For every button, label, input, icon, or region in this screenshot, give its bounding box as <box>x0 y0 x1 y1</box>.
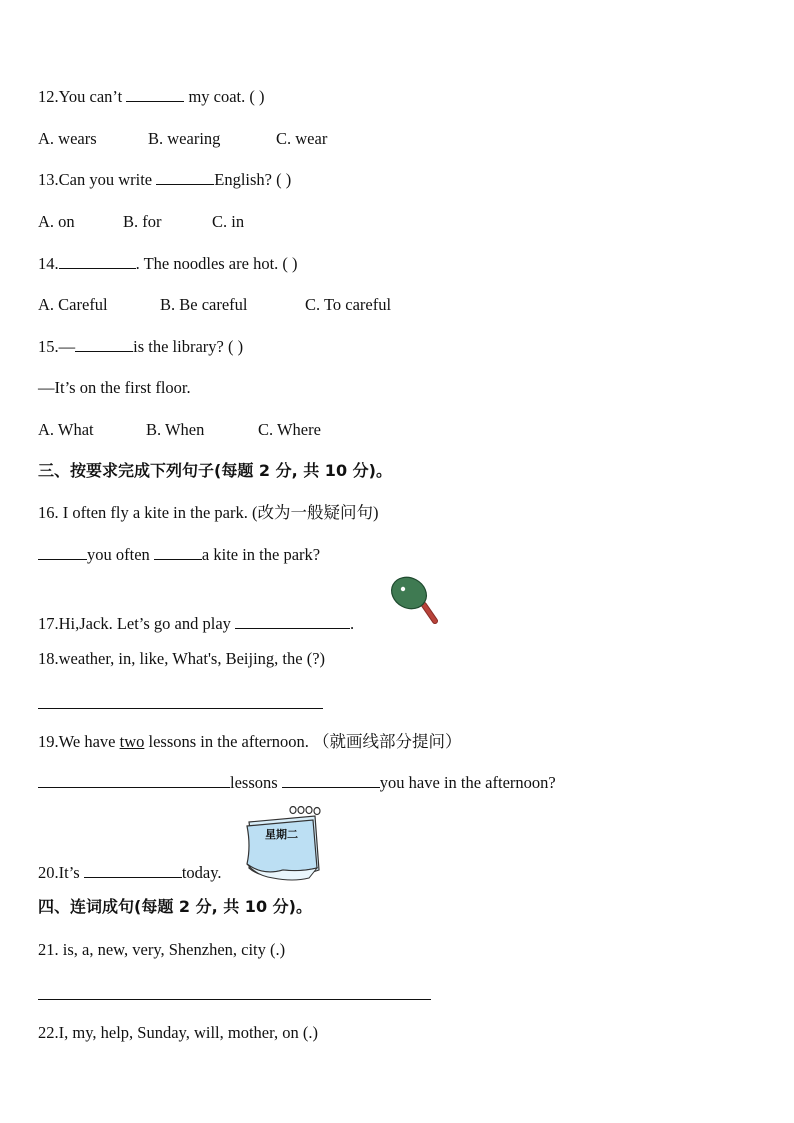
option-c: C. in <box>212 212 245 231</box>
options-15 <box>38 420 321 440</box>
calendar-icon <box>243 806 323 882</box>
answer-blank[interactable] <box>126 87 184 102</box>
underlined-word: two <box>119 732 145 751</box>
calendar-label: 星期二 <box>265 828 298 841</box>
answer-blank[interactable] <box>156 170 214 185</box>
answer-blank[interactable] <box>282 773 380 788</box>
question-16: 16. I often fly a kite in the park. (改为一般疑问句) <box>38 503 379 522</box>
answer-blank[interactable] <box>38 545 87 560</box>
answer-line-21[interactable] <box>38 999 431 1000</box>
question-22: 22.I, my, help, Sunday, will, mother, on (.) <box>38 1023 318 1042</box>
question-15: 15.— is the library? ( ) <box>38 337 244 356</box>
option-b: B. Be careful <box>160 295 248 314</box>
question-14: 14. . The noodles are hot. ( ) <box>38 254 298 273</box>
question-12: 12.You can’t my coat. ( ) <box>38 87 265 106</box>
option-a: A. Careful <box>38 295 108 314</box>
answer-blank[interactable] <box>154 545 202 560</box>
option-c: C. To careful <box>305 295 392 314</box>
option-c: C. Where <box>258 420 321 439</box>
options-14 <box>38 295 391 315</box>
answer-blank[interactable] <box>75 337 133 352</box>
calendar-page-graphic <box>243 806 323 882</box>
question-13: 13.Can you write English? ( ) <box>38 170 292 189</box>
question-17: 17.Hi,Jack. Let’s go and play . <box>38 614 355 633</box>
answer-blank[interactable] <box>38 773 230 788</box>
answer-15: —It’s on the first floor. <box>38 378 191 397</box>
option-a: A. wears <box>38 129 97 148</box>
ping-pong-paddle-icon <box>388 574 444 628</box>
option-b: B. for <box>123 212 162 231</box>
option-b: B. wearing <box>148 129 221 148</box>
option-c: C. wear <box>276 129 328 148</box>
question-21: 21. is, a, new, very, Shenzhen, city (.) <box>38 940 286 959</box>
option-a: A. What <box>38 420 94 439</box>
section-4-heading: 四、连词成句(每题 2 分, 共 10 分)。 <box>38 897 312 916</box>
question-19: 19.We have two lessons in the afternoon. （就画线部分提问） <box>38 732 462 751</box>
question-18: 18.weather, in, like, What's, Beijing, the (?) <box>38 649 326 668</box>
question-20: 20.It’s today. <box>38 863 222 882</box>
section-3-heading: 三、按要求完成下列句子(每题 2 分, 共 10 分)。 <box>38 461 392 480</box>
answer-line-16: you often a kite in the park? <box>38 545 320 565</box>
answer-line-18[interactable] <box>38 708 323 709</box>
answer-blank[interactable] <box>84 863 182 878</box>
answer-blank[interactable] <box>235 614 350 629</box>
options-13 <box>38 212 244 232</box>
answer-blank[interactable] <box>59 254 136 269</box>
options-12 <box>38 129 327 149</box>
answer-line-19: lessons you have in the afternoon? <box>38 773 556 793</box>
option-a: A. on <box>38 212 75 231</box>
option-b: B. When <box>146 420 205 439</box>
